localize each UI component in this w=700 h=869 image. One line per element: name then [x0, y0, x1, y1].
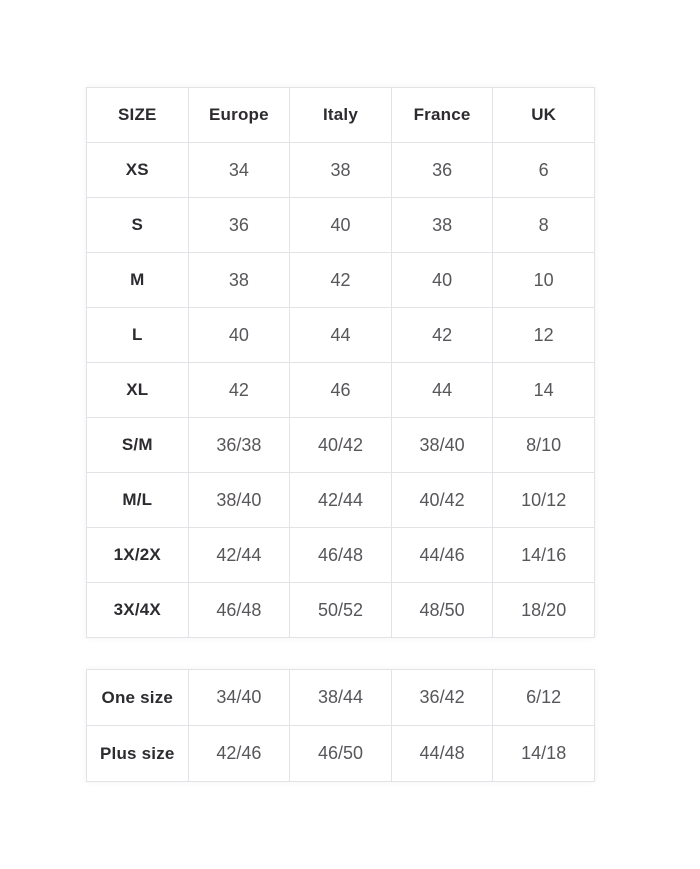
table-row: [87, 670, 595, 726]
table-cell: 8/10: [493, 418, 595, 473]
size-chart-area: [86, 87, 595, 782]
row-label: S: [87, 198, 189, 253]
table-row: [87, 726, 595, 782]
table-cell: 44/48: [391, 726, 493, 782]
table-cell: 46/50: [290, 726, 392, 782]
table-cell: 36/38: [188, 418, 290, 473]
table-cell: 10: [493, 253, 595, 308]
row-label: XL: [87, 363, 189, 418]
column-header-uk: UK: [493, 88, 595, 143]
table-cell: 50/52: [290, 583, 392, 638]
table-row: [87, 418, 595, 473]
table-row: [87, 473, 595, 528]
table-cell: 48/50: [391, 583, 493, 638]
table-cell: 18/20: [493, 583, 595, 638]
table-cell: 34/40: [188, 670, 290, 726]
table-cell: 10/12: [493, 473, 595, 528]
table-cell: 38: [290, 143, 392, 198]
table-cell: 38/40: [391, 418, 493, 473]
table-cell: 8: [493, 198, 595, 253]
table-row: [87, 363, 595, 418]
row-label: Plus size: [87, 726, 189, 782]
row-label: 1X/2X: [87, 528, 189, 583]
row-label: M/L: [87, 473, 189, 528]
row-label: One size: [87, 670, 189, 726]
size-table-body: [87, 143, 595, 638]
table-cell: 14/18: [493, 726, 595, 782]
table-row: [87, 308, 595, 363]
table-cell: 42/44: [290, 473, 392, 528]
table-cell: 40: [391, 253, 493, 308]
special-sizes-body: [87, 670, 595, 782]
table-cell: 6/12: [493, 670, 595, 726]
table-cell: 6: [493, 143, 595, 198]
table-cell: 46/48: [290, 528, 392, 583]
table-cell: 36: [391, 143, 493, 198]
size-conversion-table: [86, 87, 595, 638]
table-cell: 38/40: [188, 473, 290, 528]
table-cell: 38: [188, 253, 290, 308]
special-sizes-table: [86, 669, 595, 782]
row-label: 3X/4X: [87, 583, 189, 638]
column-header-size: SIZE: [87, 88, 189, 143]
size-table-header: [87, 88, 595, 143]
table-cell: 40/42: [290, 418, 392, 473]
table-cell: 14: [493, 363, 595, 418]
table-cell: 42: [391, 308, 493, 363]
table-cell: 42: [188, 363, 290, 418]
column-header-france: France: [391, 88, 493, 143]
table-row: [87, 528, 595, 583]
header-row: [87, 88, 595, 143]
table-cell: 14/16: [493, 528, 595, 583]
table-row: [87, 143, 595, 198]
column-header-europe: Europe: [188, 88, 290, 143]
table-row: [87, 583, 595, 638]
table-cell: 38/44: [290, 670, 392, 726]
row-label: S/M: [87, 418, 189, 473]
column-header-italy: Italy: [290, 88, 392, 143]
table-row: [87, 198, 595, 253]
table-cell: 42/44: [188, 528, 290, 583]
table-cell: 36: [188, 198, 290, 253]
table-cell: 40/42: [391, 473, 493, 528]
row-label: XS: [87, 143, 189, 198]
table-cell: 42: [290, 253, 392, 308]
table-cell: 44: [290, 308, 392, 363]
row-label: L: [87, 308, 189, 363]
table-cell: 44: [391, 363, 493, 418]
table-cell: 40: [290, 198, 392, 253]
table-cell: 44/46: [391, 528, 493, 583]
table-cell: 36/42: [391, 670, 493, 726]
row-label: M: [87, 253, 189, 308]
table-cell: 12: [493, 308, 595, 363]
table-cell: 46: [290, 363, 392, 418]
table-cell: 38: [391, 198, 493, 253]
table-cell: 42/46: [188, 726, 290, 782]
table-cell: 46/48: [188, 583, 290, 638]
table-cell: 40: [188, 308, 290, 363]
table-cell: 34: [188, 143, 290, 198]
table-row: [87, 253, 595, 308]
